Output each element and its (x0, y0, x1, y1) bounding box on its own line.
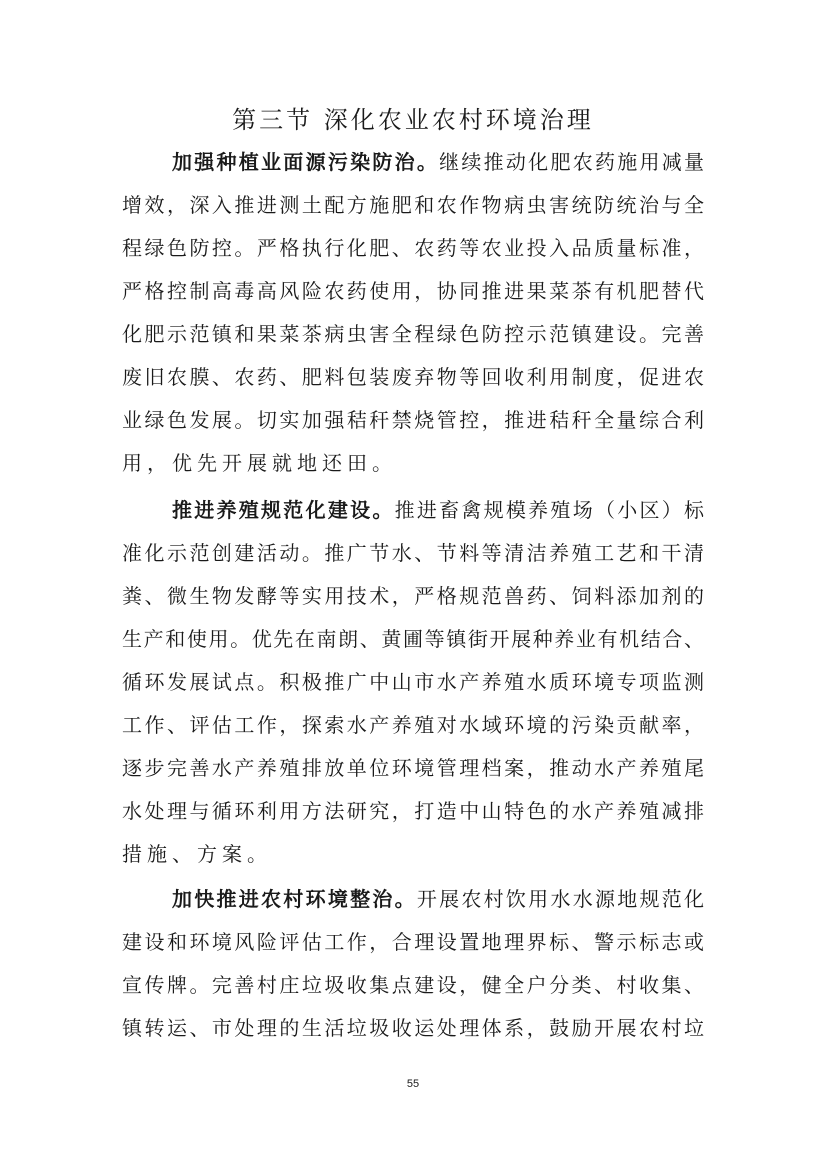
text-line (122, 833, 704, 876)
line-text: 建设和环境风险评估工作，合理设置地理界标、警示标志或 (122, 930, 704, 954)
text-line (122, 964, 704, 1007)
text-line (122, 790, 704, 833)
line-text: 工作、评估工作，探索水产养殖对水域环境的污染贡献率， (122, 713, 704, 737)
text-line (122, 399, 704, 442)
paragraph-rural-environment (122, 878, 704, 1050)
line-text: 化肥示范镇和果菜茶病虫害全程绿色防控示范镇建设。完善 (122, 322, 704, 346)
paragraph-lead-heading: 推进养殖规范化建设。 (172, 498, 395, 522)
line-text: 宣传牌。完善村庄垃圾收集点建设，健全户分类、村收集、 (122, 973, 704, 997)
text-line (122, 618, 704, 661)
paragraph-lead-heading: 加快推进农村环境整治。 (172, 887, 417, 911)
line-text: 用，优先开展就地还田。 (122, 451, 397, 475)
paragraph-breeding-standardization (122, 489, 704, 876)
text-line (122, 227, 704, 270)
section-title: 第三节 深化农业农村环境治理 (232, 106, 594, 134)
paragraph-planting-pollution (122, 141, 704, 485)
line-text: 粪、微生物发酵等实用技术，严格规范兽药、饲料添加剂的 (122, 584, 704, 608)
text-line (122, 704, 704, 747)
line-text: 逐步完善水产养殖排放单位环境管理档案，推动水产养殖尾 (122, 756, 704, 780)
text-line (122, 921, 704, 964)
page-number: 55 (406, 1078, 420, 1090)
text-line (122, 356, 704, 399)
line-text: 程绿色防控。严格执行化肥、农药等农业投入品质量标准， (122, 236, 704, 260)
text-line (122, 878, 704, 921)
line-text: 循环发展试点。积极推广中山市水产养殖水质环境专项监测 (122, 670, 704, 694)
line-text: 镇转运、市处理的生活垃圾收运处理体系，鼓励开展农村垃 (122, 1016, 704, 1040)
line-text: 业绿色发展。切实加强秸秆禁烧管控，推进秸秆全量综合利 (122, 408, 704, 432)
line-text: 废旧农膜、农药、肥料包装废弃物等回收利用制度，促进农 (122, 365, 704, 389)
text-line (122, 747, 704, 790)
paragraph-lead-heading: 加强种植业面源污染防治。 (172, 150, 440, 174)
line-text: 增效，深入推进测土配方施肥和农作物病虫害统防统治与全 (122, 193, 704, 217)
line-text: 准化示范创建活动。推广节水、节料等清洁养殖工艺和干清 (122, 541, 704, 565)
line-text: 生产和使用。优先在南朗、黄圃等镇街开展种养业有机结合、 (122, 627, 704, 651)
text-line (122, 489, 704, 532)
line-text: 严格控制高毒高风险农药使用，协同推进果菜茶有机肥替代 (122, 279, 704, 303)
line-text: 开展农村饮用水水源地规范化 (416, 887, 705, 911)
text-line (122, 1007, 704, 1050)
text-line (122, 661, 704, 704)
text-line (122, 532, 704, 575)
text-line (122, 442, 704, 485)
text-line (122, 141, 704, 184)
text-line (122, 270, 704, 313)
text-line (122, 313, 704, 356)
text-line (122, 575, 704, 618)
text-line (122, 184, 704, 227)
line-text: 措施、方案。 (122, 842, 272, 866)
line-text: 水处理与循环利用方法研究，打造中山特色的水产养殖减排 (122, 799, 704, 823)
line-text: 推进畜禽规模养殖场（小区）标 (394, 498, 705, 522)
line-text: 继续推动化肥农药施用减量 (439, 150, 705, 174)
